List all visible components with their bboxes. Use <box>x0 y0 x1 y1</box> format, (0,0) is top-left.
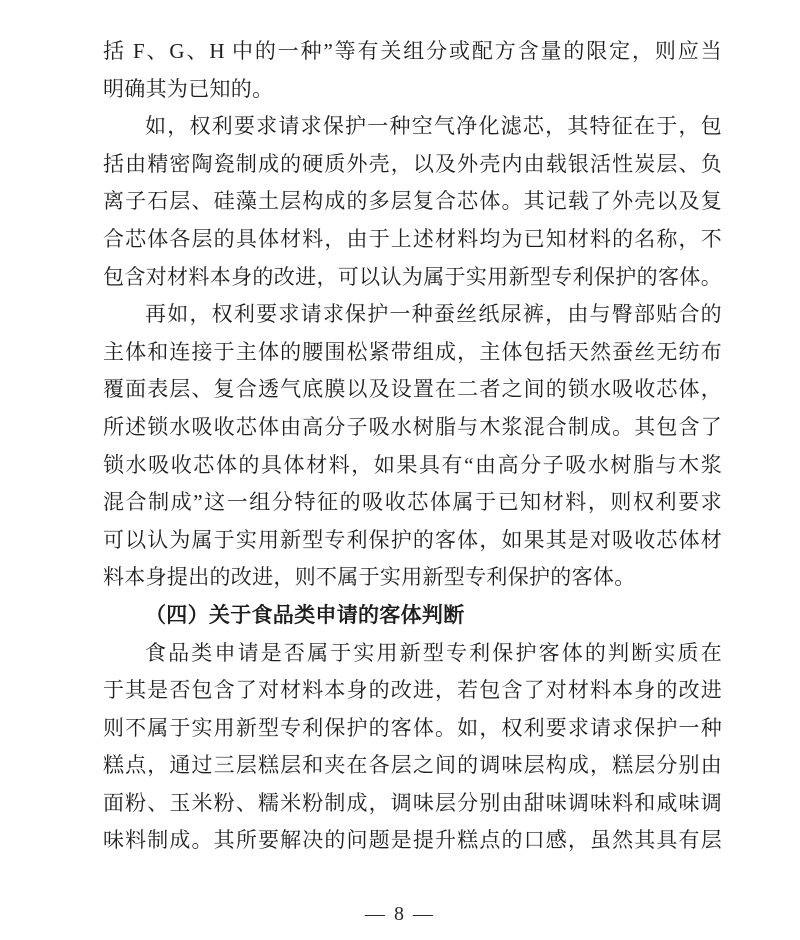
text-line: 可以认为属于实用新型专利保护的客体，如果其是对吸收芯体材 <box>103 527 722 552</box>
text-line: 主体和连接于主体的腰围松紧带组成，主体包括天然蚕丝无纺布 <box>103 339 722 364</box>
text-line: 锁水吸收芯体的具体材料，如果具有“由高分子吸水树脂与木浆 <box>103 452 722 477</box>
text-line: 则不属于实用新型专利保护的客体。如，权利要求请求保护一种 <box>103 715 722 740</box>
text-line: 食品类申请是否属于实用新型专利保护客体的判断实质在 <box>145 640 722 665</box>
text-line: 混合制成”这一组分特征的吸收芯体属于已知材料，则权利要求 <box>103 490 722 515</box>
text-line: 括由精密陶瓷制成的硬质外壳，以及外壳内由载银活性炭层、负 <box>103 151 722 176</box>
text-line: 如，权利要求请求保护一种空气净化滤芯，其特征在于，包 <box>145 114 722 139</box>
text-line: 再如，权利要求请求保护一种蚕丝纸尿裤，由与臀部贴合的 <box>145 302 722 327</box>
text-line: 覆面表层、复合透气底膜以及设置在二者之间的锁水吸收芯体， <box>103 377 722 402</box>
text-block <box>103 33 722 860</box>
text-line: 所述锁水吸收芯体由高分子吸水树脂与木浆混合制成。其包含了 <box>103 414 722 439</box>
text-line: 合芯体各层的具体材料，由于上述材料均为已知材料的名称，不 <box>103 226 722 251</box>
text-line: 面粉、玉米粉、糯米粉制成，调味层分别由甜味调味料和咸味调 <box>103 790 722 815</box>
text-line: 包含对材料本身的改进，可以认为属于实用新型专利保护的客体。 <box>103 264 722 289</box>
text-line: 于其是否包含了对材料本身的改进，若包含了对材料本身的改进 <box>103 678 722 703</box>
text-line: 料本身提出的改进，则不属于实用新型专利保护的客体。 <box>103 565 636 590</box>
text-line: 括 F、G、H 中的一种”等有关组分或配方含量的限定，则应当 <box>103 39 722 63</box>
text-line: 味料制成。其所要解决的问题是提升糕点的口感，虽然其具有层 <box>103 828 722 853</box>
text-line: 离子石层、硅藻土层构成的多层复合芯体。其记载了外壳以及复 <box>103 189 722 214</box>
section-heading: （四）关于食品类申请的客体判断 <box>145 602 465 627</box>
page-number: — 8 — <box>365 903 435 925</box>
text-line: 明确其为已知的。 <box>103 76 274 101</box>
text-line: 糕点，通过三层糕层和夹在各层之间的调味层构成，糕层分别由 <box>103 753 722 778</box>
